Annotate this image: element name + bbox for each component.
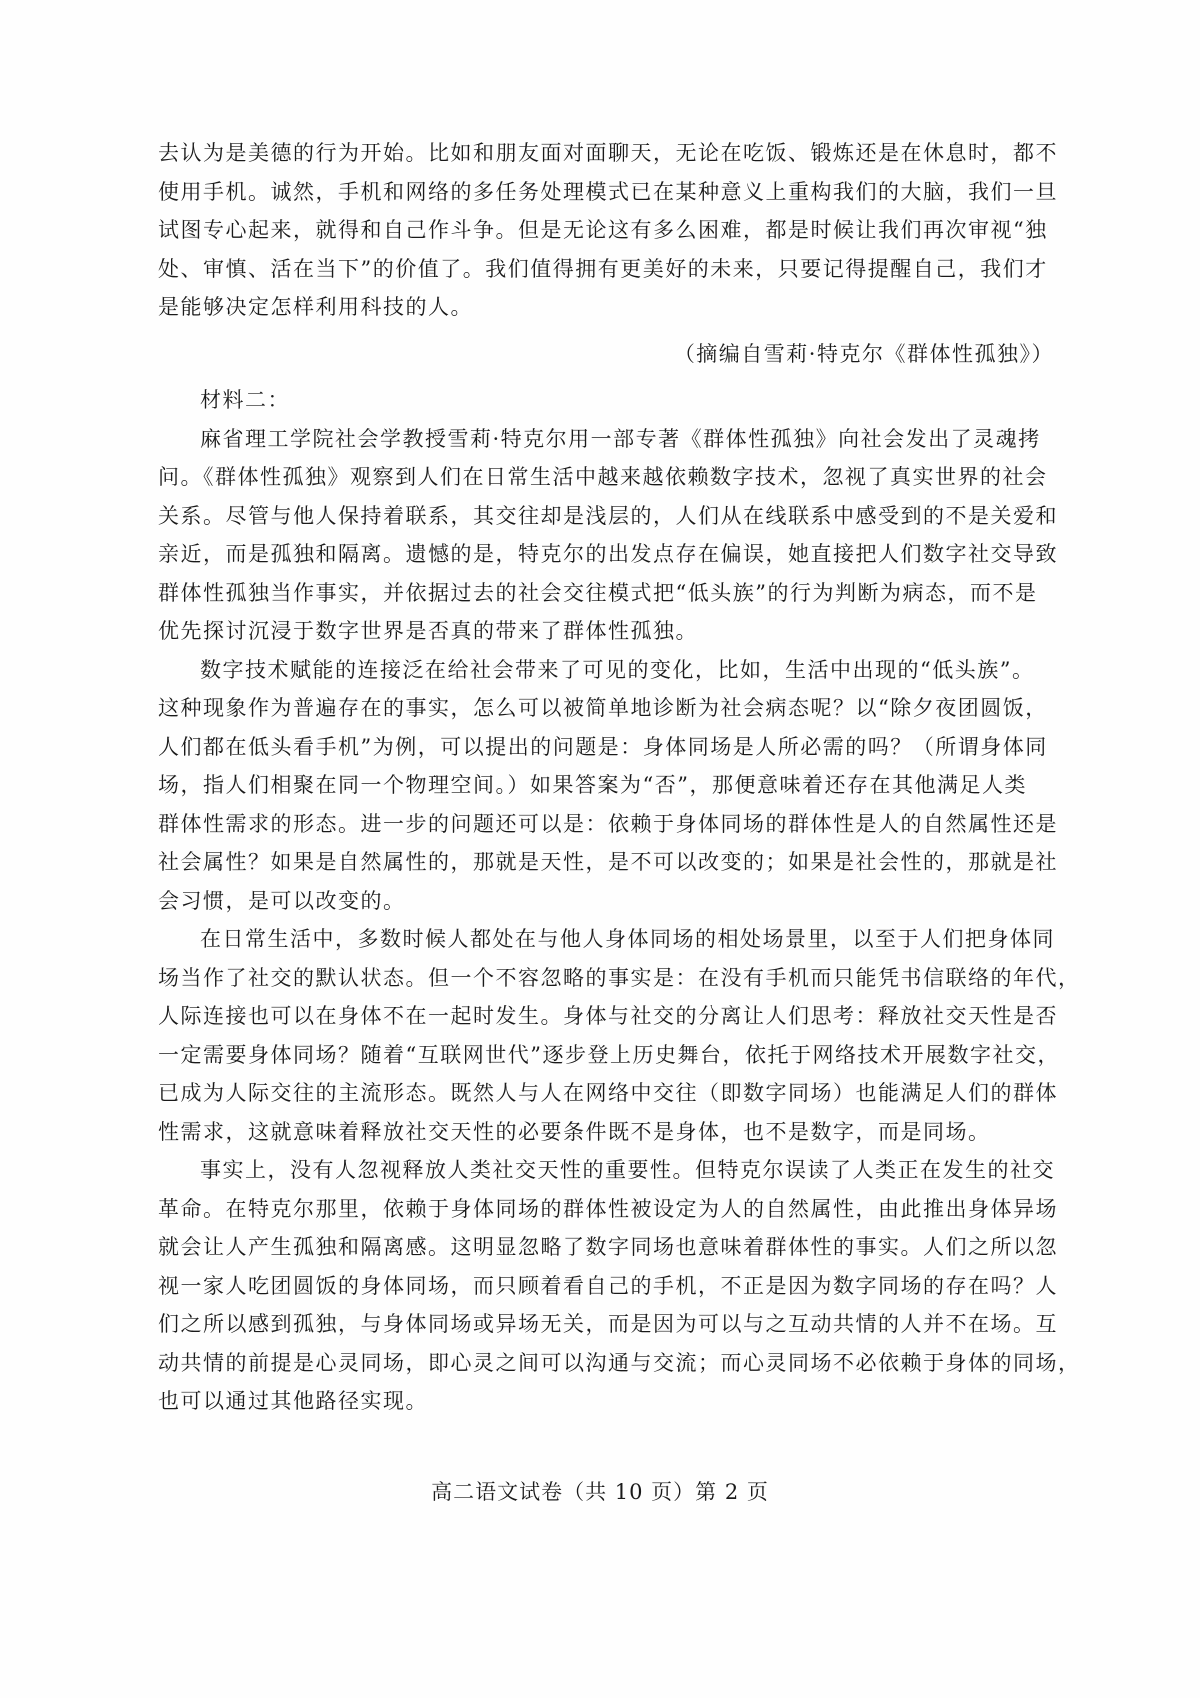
text-line: 会习惯，是可以改变的。 [158, 888, 406, 913]
text-line: 人们都在低头看手机”为例，可以提出的问题是：身体同场是人所必需的吗？（所谓身体同 [158, 734, 1048, 759]
text-line: 动共情的前提是心灵同场，即心灵之间可以沟通与交流；而心灵同场不必依赖于身体的同场， [158, 1350, 1081, 1375]
paragraph-continuation [158, 134, 1068, 327]
text-line: 试图专心起来，就得和自己作斗争。但是无论这有多么困难，都是时候让我们再次审视“独 [158, 218, 1048, 242]
text-line: 场，指人们相聚在同一个物理空间。）如果答案为“否”，那便意味着还存在其他满足人类 [158, 773, 1027, 797]
text-line: 使用手机。诚然，手机和网络的多任务处理模式已在某种意义上重构我们的大脑，我们一旦 [158, 179, 1058, 204]
paragraph [158, 651, 1068, 921]
text-line: 们之所以感到孤独，与身体同场或异场无关，而是因为可以与之互动共情的人并不在场。互 [158, 1312, 1058, 1336]
paragraph [158, 420, 1068, 651]
text-line: 群体性需求的形态。进一步的问题还可以是：依赖于身体同场的群体性是人的自然属性还是 [158, 811, 1058, 836]
paragraph [158, 1151, 1081, 1421]
text-line: 亲近，而是孤独和隔离。遗憾的是，特克尔的出发点存在偏误，她直接把人们数字社交导致 [158, 542, 1058, 566]
text-line: 一定需要身体同场？随着“互联网世代”逐步登上历史舞台，依托于网络技术开展数字社交， [158, 1042, 1060, 1067]
page-footer: 高二语文试卷（共 10 页）第 2 页 [431, 1480, 769, 1504]
text-line: 社会属性？如果是自然属性的，那就是天性，是不可以改变的；如果是社会性的，那就是社 [158, 850, 1058, 874]
text-line: 事实上，没有人忽视释放人类社交天性的重要性。但特克尔误读了人类正在发生的社交 [200, 1158, 1055, 1182]
text-line: 场当作了社交的默认状态。但一个不容忽略的事实是：在没有手机而只能凭书信联络的年代， [158, 965, 1081, 990]
source-citation: （摘编自雪莉·特克尔《群体性孤独》） [673, 341, 1054, 366]
text-line: 麻省理工学院社会学教授雪莉·特克尔用一部专著《群体性孤独》向社会发出了灵魂拷 [200, 426, 1041, 451]
material-heading: 材料二： [200, 388, 290, 412]
text-line: 革命。在特克尔那里，依赖于身体同场的群体性被设定为人的自然属性，由此推出身体异场 [158, 1196, 1058, 1221]
text-line: 群体性孤独当作事实，并依据过去的社会交往模式把“低头族”的行为判断为病态，而不是 [158, 580, 1038, 605]
text-line: 在日常生活中，多数时候人都处在与他人身体同场的相处场景里，以至于人们把身体同 [200, 927, 1055, 951]
text-line: 关系。尽管与他人保持着联系，其交往却是浅层的，人们从在线联系中感受到的不是关爱和 [158, 503, 1058, 528]
text-line: 处、审慎、活在当下”的价值了。我们值得拥有更美好的未来，只要记得提醒自己，我们才 [158, 256, 1048, 281]
text-line: 人际连接也可以在身体不在一起时发生。身体与社交的分离让人们思考：释放社交天性是否 [158, 1004, 1058, 1028]
text-line: 是能够决定怎样利用科技的人。 [158, 295, 473, 319]
text-line: 性需求，这就意味着释放社交天性的必要条件既不是身体，也不是数字，而是同场。 [158, 1119, 991, 1144]
text-line: 也可以通过其他路径实现。 [158, 1389, 428, 1413]
text-line: 问。《群体性孤独》观察到人们在日常生活中越来越依赖数字技术，忽视了真实世界的社会 [158, 465, 1048, 489]
text-line: 数字技术赋能的连接泛在给社会带来了可见的变化，比如，生活中出现的“低头族”。 [200, 657, 1035, 682]
page-content [158, 134, 1081, 1421]
text-line: 这种现象作为普遍存在的事实，怎么可以被简单地诊断为社会病态呢？以“除夕夜团圆饭， [158, 696, 1048, 720]
text-line: 就会让人产生孤独和隔离感。这明显忽略了数字同场也意味着群体性的事实。人们之所以忽 [158, 1235, 1058, 1259]
text-line: 优先探讨沉浸于数字世界是否真的带来了群体性孤独。 [158, 619, 698, 643]
text-line: 去认为是美德的行为开始。比如和朋友面对面聊天，无论在吃饭、锻炼还是在休息时，都不 [158, 141, 1058, 165]
paragraph [158, 920, 1081, 1151]
text-line: 视一家人吃团圆饭的身体同场，而只顾着看自己的手机，不正是因为数字同场的存在吗？人 [158, 1273, 1058, 1298]
text-line: 已成为人际交往的主流形态。既然人与人在网络中交往（即数字同场）也能满足人们的群体 [158, 1081, 1058, 1105]
